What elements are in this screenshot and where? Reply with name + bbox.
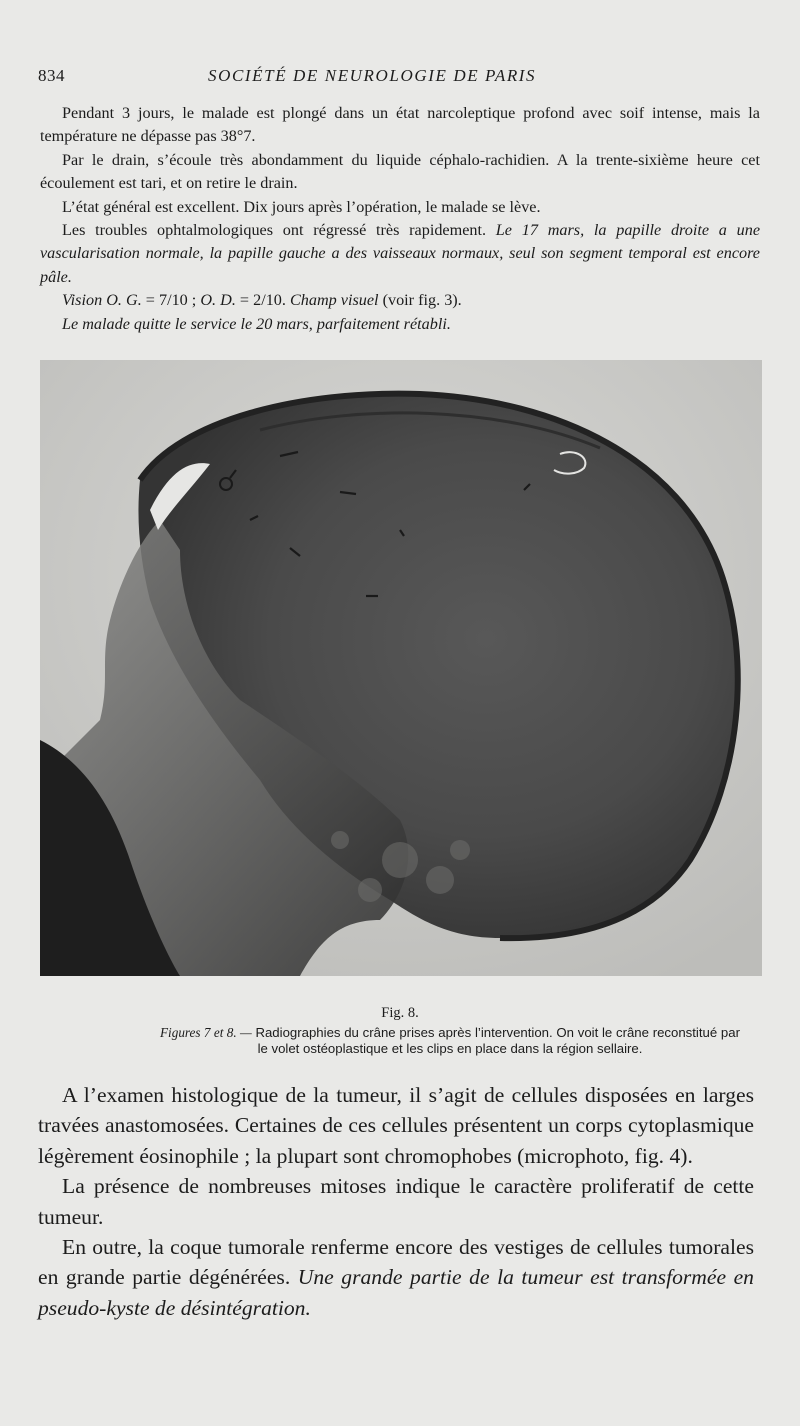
figure-caption: Figures 7 et 8. — Radiographies du crâne prises après l’intervention. On voit le crâne reconstitué par le volet ostéoplastique et les clips en place dans la région sellaire. (160, 1025, 740, 1056)
vision-paragraph: Vision O. G. = 7/10 ; O. D. = 2/10. Champ visuel (voir fig. 3). (62, 291, 462, 310)
figure-label: Fig. 8. (381, 1005, 419, 1021)
paragraph: La présence de nombreuses mitoses indique le caractère proliferatif de cette tumeur. (38, 1174, 754, 1229)
paragraph: Par le drain, s’écoule très abondamment du liquide céphalo-rachidien. A la trente-sixième heure cet écoulement est tari, et on retire le drain. (40, 150, 760, 193)
histology-text (38, 1080, 754, 1323)
paragraph: Les troubles ophtalmologiques ont régressé très rapidement. Le 17 mars, la papille droite a une vascularisation normale, la papille gauche a des vaisseaux normaux, seul son segment temporal est encore pâle. (40, 221, 761, 286)
skull-radiograph (40, 360, 762, 976)
paragraph: En outre, la coque tumorale renferme encore des vestiges de cellules tumorales en grande partie dégénérées. Une grande partie de la tumeur est transformée en pseudo-kyste de désintégration. (38, 1235, 754, 1320)
running-head (38, 66, 758, 90)
paragraph: Pendant 3 jours, le malade est plongé dans un état narcoleptique profond avec soif intense, mais la température ne dépasse pas 38°7. (40, 104, 760, 146)
paragraph: Le malade quitte le service le 20 mars, parfaitement rétabli. (62, 314, 451, 333)
paragraph: L’état général est excellent. Dix jours après l’opération, le malade se lève. (62, 197, 541, 216)
journal-title: SOCIÉTÉ DE NEUROLOGIE DE PARIS (208, 66, 537, 85)
page-number: 834 (38, 66, 65, 85)
paragraph: A l’examen histologique de la tumeur, il s’agit de cellules disposées en larges travées anastomosées. Certaines de ces cellules présentent un corps cytoplasmique légèrement éosinophile ; la plupart sont chromophobes (microphoto, fig. 4). (38, 1083, 754, 1168)
case-report-text (40, 102, 760, 336)
